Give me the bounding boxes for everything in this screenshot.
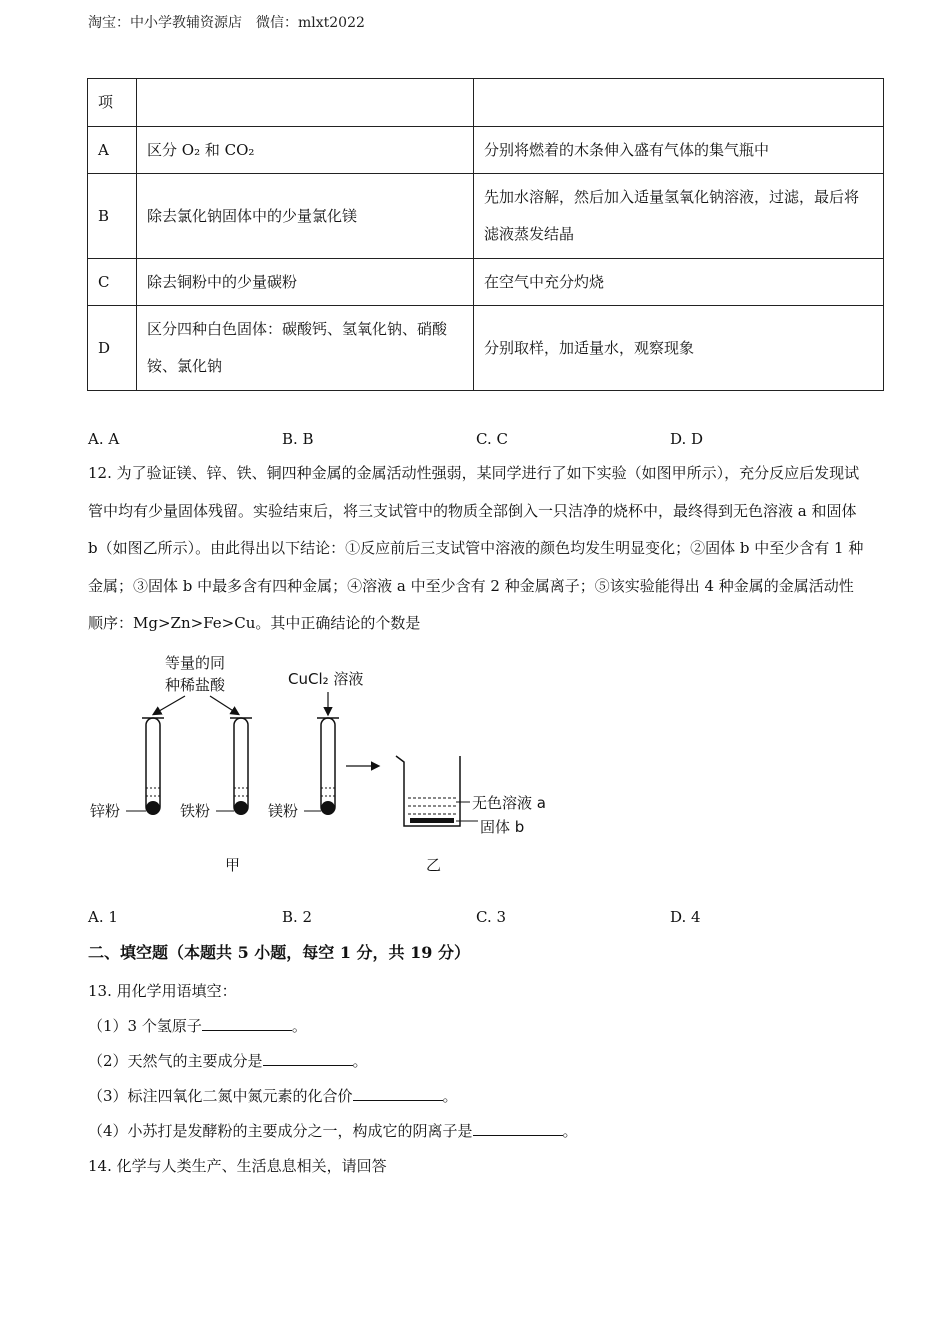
q13-item bbox=[88, 1050, 368, 1071]
table-cell-method: 在空气中充分灼烧 bbox=[474, 259, 884, 306]
answer-blank[interactable] bbox=[473, 1121, 563, 1136]
caption-jia: 甲 bbox=[225, 856, 241, 874]
header-watermark: 淘宝：中小学教辅资源店 微信：mlxt2022 bbox=[88, 15, 365, 31]
table-cell-label: A bbox=[88, 127, 137, 174]
q13-item-suffix: 。 bbox=[442, 1087, 458, 1105]
table-cell-method bbox=[474, 79, 884, 127]
acid-label-line2: 种稀盐酸 bbox=[165, 676, 226, 694]
table-cell-label: C bbox=[88, 259, 137, 306]
q13-title: 13. 用化学用语填空： bbox=[88, 982, 237, 1000]
section-title: 二、填空题（本题共 5 小题，每空 1 分，共 19 分） bbox=[88, 943, 470, 962]
table-row bbox=[88, 259, 884, 306]
experiment-figure bbox=[80, 648, 570, 878]
table-row bbox=[88, 127, 884, 174]
q13-item-text: （1）3 个氢原子 bbox=[88, 1017, 202, 1035]
q13-item-suffix: 。 bbox=[352, 1052, 368, 1070]
test-tube-magnesium bbox=[317, 718, 339, 815]
table-row bbox=[88, 174, 884, 259]
q13-item bbox=[88, 1120, 578, 1141]
q13-item bbox=[88, 1015, 307, 1036]
q11-option: D. D bbox=[670, 430, 704, 448]
caption-yi: 乙 bbox=[426, 856, 442, 874]
table-cell-label: D bbox=[88, 306, 137, 391]
table-cell-purpose: 除去氯化钠固体中的少量氯化镁 bbox=[137, 174, 474, 259]
beaker bbox=[396, 756, 460, 826]
table-cell-purpose: 区分 O₂ 和 CO₂ bbox=[137, 127, 474, 174]
table-row bbox=[88, 306, 884, 391]
q13-item-suffix: 。 bbox=[562, 1122, 578, 1140]
table-header-row bbox=[88, 79, 884, 127]
q12-text: 12. 为了验证镁、锌、铁、铜四种金属的金属活动性强弱，某同学进行了如下实验（如图甲所示），充分反应后发现试管中均有少量固体残留。实验结束后，将三支试管中的物质全部倒入一只洁净的烧杯中，最终得到无色溶液 a 和固体 b（如图乙所示）。由此得出以下结论：①反应前后三支试管中溶液的颜色均发生明显变化；②固体 b 中至少含有 1 种金属；③固体 b 中最多含有四种金属；④溶液 a 中至少含有 2 种金属离子；⑤该实验能得出 4 种金属的金属活动性顺序：Mg>Zn>Fe>Cu。其中正确结论的个数是 bbox=[88, 464, 864, 632]
q11-option: B. B bbox=[282, 430, 314, 448]
q12-option: B. 2 bbox=[282, 908, 313, 926]
label-magnesium: 镁粉 bbox=[268, 802, 299, 820]
q14-title: 14. 化学与人类生产、生活息息相关，请回答 bbox=[88, 1157, 387, 1175]
test-tube-iron bbox=[230, 718, 252, 815]
q12-option: D. 4 bbox=[670, 908, 701, 926]
table-cell-purpose: 区分四种白色固体：碳酸钙、氢氧化钠、硝酸铵、氯化钠 bbox=[137, 306, 474, 391]
q13-item-suffix: 。 bbox=[291, 1017, 307, 1035]
q11-option: A. A bbox=[88, 430, 120, 448]
label-solid-b: 固体 b bbox=[480, 818, 525, 836]
q13-item bbox=[88, 1085, 458, 1106]
table-cell-label: B bbox=[88, 174, 137, 259]
q13-item-text: （2）天然气的主要成分是 bbox=[88, 1052, 263, 1070]
q12-option: A. 1 bbox=[88, 908, 118, 926]
q13-item-text: （4）小苏打是发酵粉的主要成分之一，构成它的阴离子是 bbox=[88, 1122, 473, 1140]
acid-label-line1: 等量的同 bbox=[165, 654, 226, 672]
label-iron: 铁粉 bbox=[180, 802, 211, 820]
test-tube-zinc bbox=[142, 718, 164, 815]
answer-blank[interactable] bbox=[202, 1016, 292, 1031]
answer-blank[interactable] bbox=[263, 1051, 353, 1066]
answer-blank[interactable] bbox=[353, 1086, 443, 1101]
table-cell-purpose bbox=[137, 79, 474, 127]
label-zinc: 锌粉 bbox=[90, 802, 121, 820]
q12-option: C. 3 bbox=[476, 908, 507, 926]
label-cucl2: CuCl₂ 溶液 bbox=[288, 670, 364, 688]
label-solution-a: 无色溶液 a bbox=[472, 794, 546, 812]
table-cell-method: 先加水溶解，然后加入适量氢氧化钠溶液，过滤，最后将滤液蒸发结晶 bbox=[474, 174, 884, 259]
table-cell-label: 项 bbox=[88, 79, 137, 127]
table-cell-purpose: 除去铜粉中的少量碳粉 bbox=[137, 259, 474, 306]
q11-option: C. C bbox=[476, 430, 508, 448]
q13-item-text: （3）标注四氧化二氮中氮元素的化合价 bbox=[88, 1087, 353, 1105]
table-cell-method: 分别将燃着的木条伸入盛有气体的集气瓶中 bbox=[474, 127, 884, 174]
experiment-table bbox=[87, 78, 884, 391]
table-cell-method: 分别取样，加适量水，观察现象 bbox=[474, 306, 884, 391]
